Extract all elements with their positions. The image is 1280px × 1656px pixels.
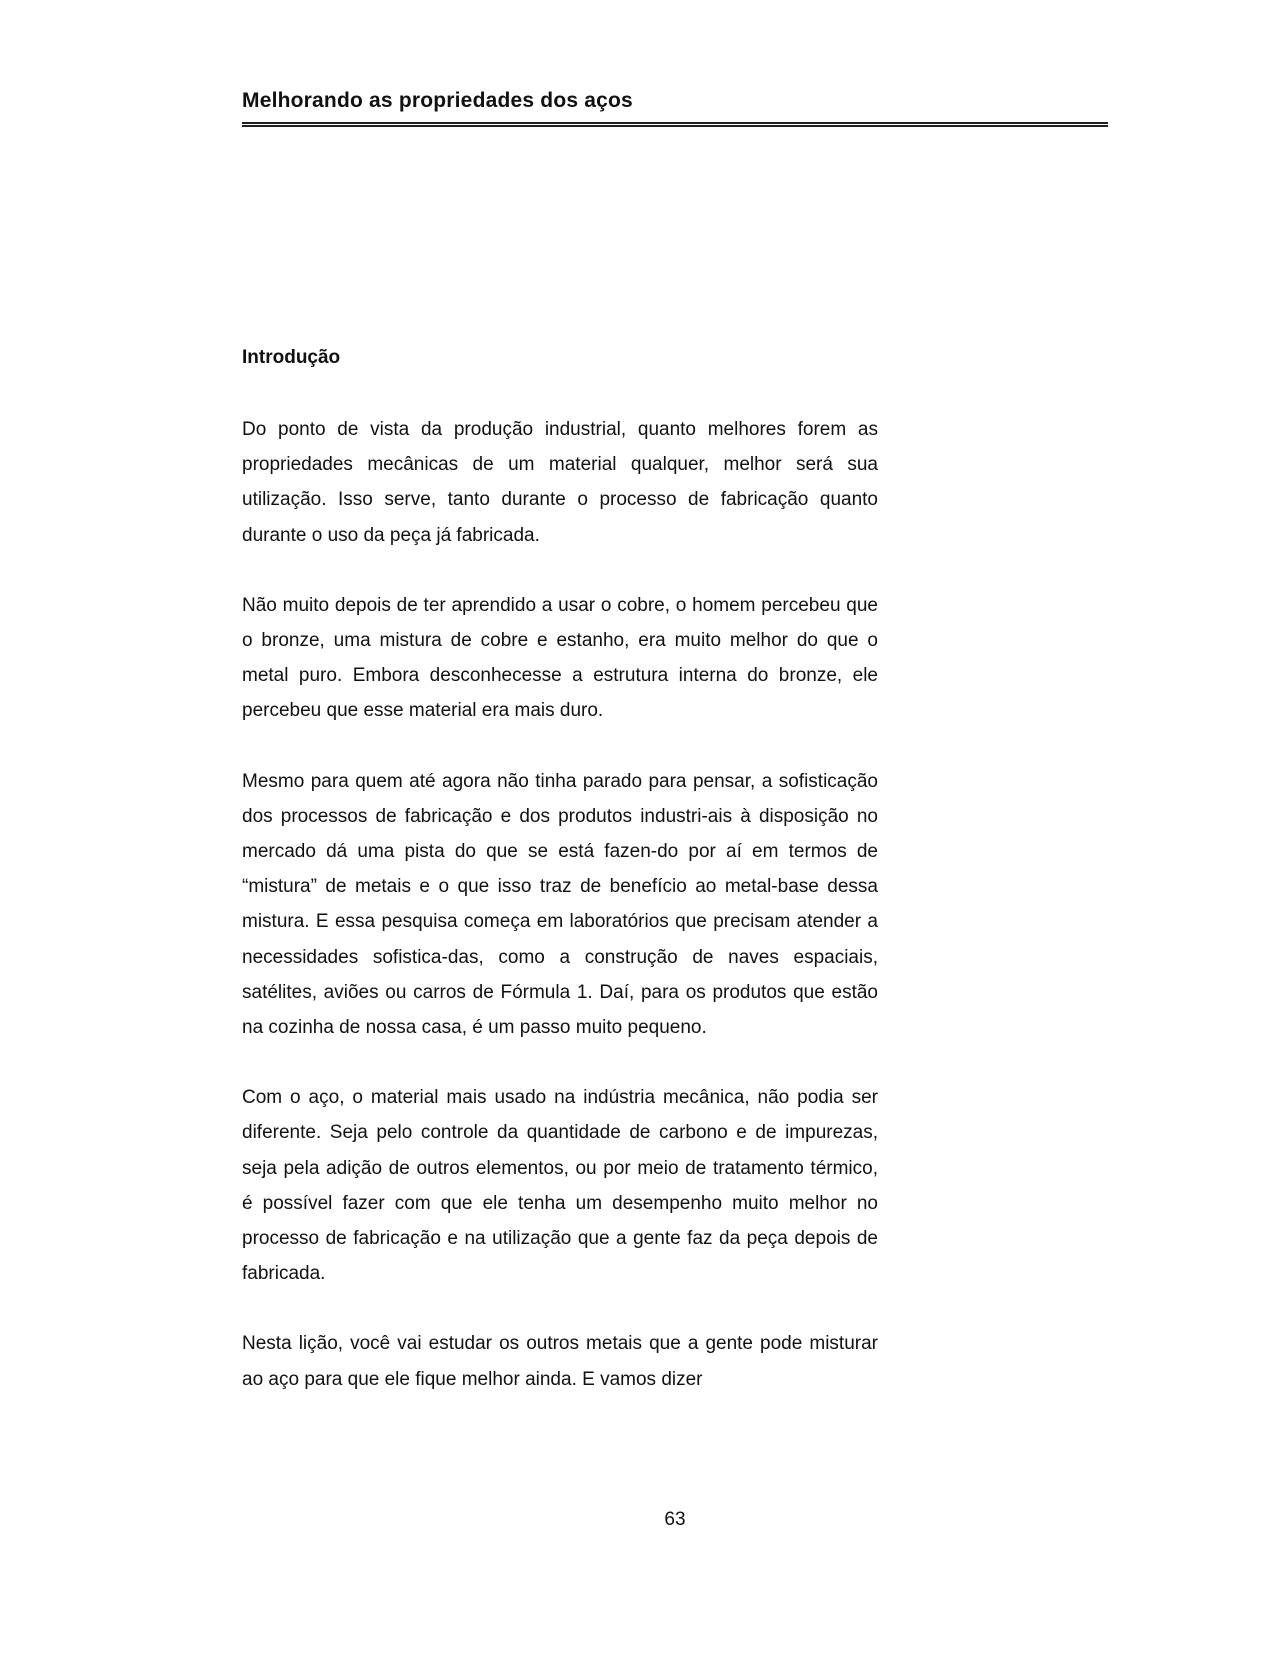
section-heading: Introdução xyxy=(242,347,341,368)
body-text xyxy=(242,412,878,1397)
paragraph: Com o aço, o material mais usado na indústria mecânica, não podia ser diferente. Seja pelo controle da quantidade de carbono e de impurezas, seja pela adição de outros elementos, ou por meio de tratamento térmico, é possível fazer com que ele tenha um desempenho muito melhor no processo de fabricação e na utilização que a gente faz da peça depois de fabricada. xyxy=(242,1087,878,1285)
page-number: 63 xyxy=(664,1509,686,1530)
paragraph: Do ponto de vista da produção industrial, quanto melhores forem as propriedades mecânicas de um material qualquer, melhor será sua utilização. Isso serve, tanto durante o processo de fabricação quanto durante o uso da peça já fabricada. xyxy=(242,419,878,546)
header-divider xyxy=(242,122,1108,127)
paragraph: Nesta lição, você vai estudar os outros metais que a gente pode misturar ao aço para que ele fique melhor ainda. E vamos dizer xyxy=(242,1333,878,1390)
paragraph: Não muito depois de ter aprendido a usar o cobre, o homem percebeu que o bronze, uma mistura de cobre e estanho, era muito melhor do que o metal puro. Embora desconhecesse a estrutura interna do bronze, ele percebeu que esse material era mais duro. xyxy=(242,594,878,722)
page-header xyxy=(242,88,1108,127)
paragraph: Mesmo para quem até agora não tinha parado para pensar, a sofisticação dos processos de fabricação e dos produtos industri-ais à disposição no mercado dá uma pista do que se está fazen-do por aí em termos de “mistura” de metais e o que isso traz de benefício ao metal-base dessa mistura. E essa pesquisa começa em laboratórios que precisam atender a necessidades sofistica-das, como a construção de naves espaciais, satélites, aviões ou carros de Fórmula 1. Daí, para os produtos que estão na cozinha de nossa casa, é um passo muito pequeno. xyxy=(242,770,878,1039)
page-header-title: Melhorando as propriedades dos aços xyxy=(242,89,633,112)
